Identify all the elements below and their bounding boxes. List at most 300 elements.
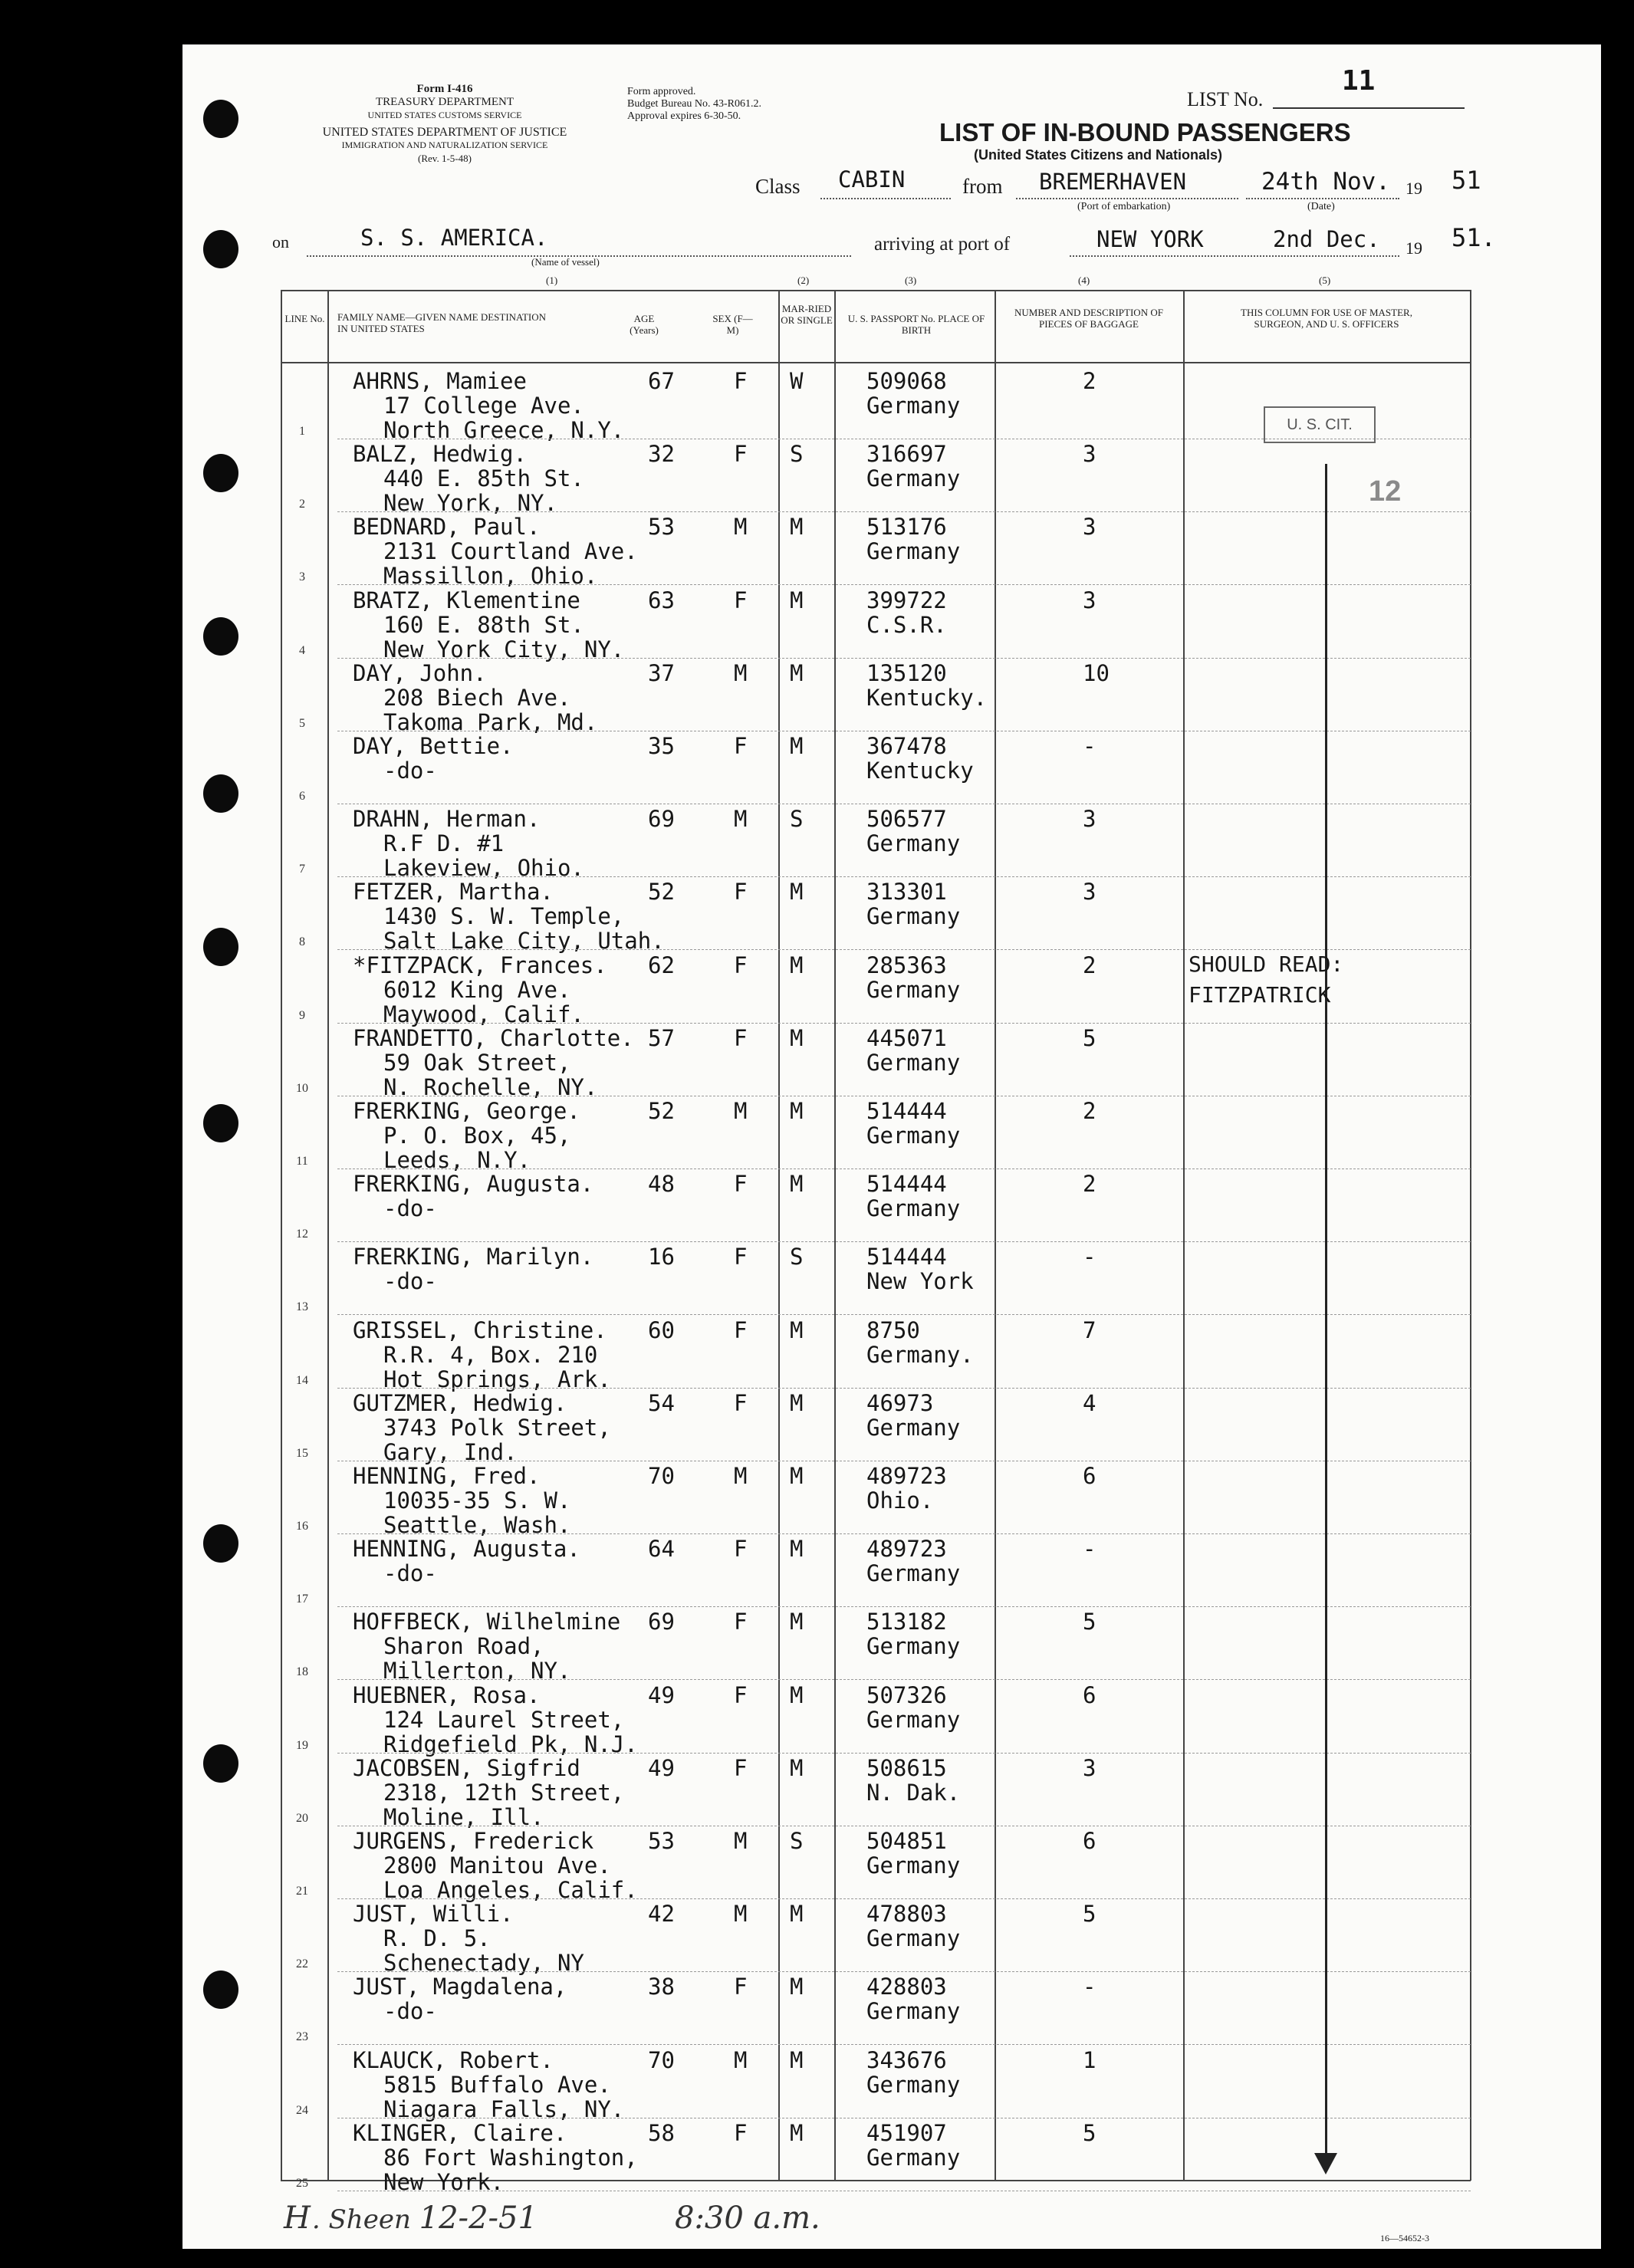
- passenger-address-line2: New York.: [383, 2168, 505, 2195]
- passenger-address-line1: 17 College Ave.: [383, 393, 584, 419]
- passenger-age: 16: [648, 1244, 675, 1270]
- passenger-marital-status: S: [790, 806, 804, 833]
- table-row: [0, 1169, 1634, 1242]
- passenger-address-line1: -do-: [383, 1268, 437, 1295]
- passenger-marital-status: S: [790, 1828, 804, 1854]
- passenger-sex: F: [734, 952, 748, 978]
- passport-number: 514444: [866, 1171, 947, 1198]
- passenger-marital-status: M: [790, 1609, 804, 1635]
- passport-number: 513182: [866, 1609, 947, 1635]
- stamp-number: 12: [1369, 475, 1402, 508]
- passenger-age: 70: [648, 1463, 675, 1489]
- passenger-name: JURGENS, Frederick: [353, 1828, 594, 1854]
- passenger-age: 58: [648, 2119, 675, 2146]
- passenger-address-line1: 59 Oak Street,: [383, 1049, 571, 1076]
- place-of-birth: Germany: [866, 1706, 961, 1733]
- passenger-address-line1: 1430 S. W. Temple,: [383, 903, 625, 930]
- table-row: [0, 1096, 1634, 1173]
- passenger-sex: M: [734, 1828, 748, 1854]
- correction-note-line2: FITZPATRICK: [1189, 982, 1331, 1007]
- place-of-birth: N. Dak.: [866, 1779, 961, 1806]
- place-of-birth: C.S.R.: [866, 611, 947, 638]
- passenger-address-line2: Maywood, Calif.: [383, 1001, 584, 1027]
- passenger-address-line1: 2131 Courtland Ave.: [383, 538, 638, 565]
- place-of-birth: Germany: [866, 830, 961, 857]
- place-of-birth: Germany: [866, 393, 961, 419]
- vessel-caption: (Name of vessel): [531, 256, 600, 268]
- arrow-head: [1314, 2153, 1337, 2174]
- arriving-label: arriving at port of: [874, 234, 1011, 255]
- handwritten-initials-date: H. Sheen 12-2-51: [284, 2201, 538, 2236]
- table-row: [0, 1972, 1634, 2045]
- justice-label: UNITED STATES DEPARTMENT OF JUSTICE: [322, 126, 567, 139]
- passenger-age: 38: [648, 1974, 675, 2000]
- place-of-birth: Germany: [866, 2144, 961, 2171]
- baggage-count: 5: [1083, 2119, 1096, 2146]
- passenger-age: 53: [648, 1828, 675, 1854]
- vertical-annotation-arrow: [1325, 464, 1327, 2166]
- passenger-address-line1: Sharon Road,: [383, 1633, 544, 1660]
- table-row: [0, 951, 1634, 1027]
- line-number: 6: [299, 790, 305, 803]
- baggage-count: -: [1083, 1536, 1096, 1563]
- passport-number: 367478: [866, 733, 947, 759]
- header-passport: U. S. PASSPORT No. PLACE OF BIRTH: [847, 313, 985, 336]
- table-header-border: [281, 362, 1471, 363]
- passenger-sex: F: [734, 1316, 748, 1343]
- form-number: Form I-416: [416, 83, 473, 95]
- passenger-address-line1: R.R. 4, Box. 210: [383, 1341, 598, 1368]
- line-number: 13: [296, 1300, 308, 1314]
- passenger-marital-status: M: [790, 1389, 804, 1416]
- passenger-name: BEDNARD, Paul.: [353, 514, 541, 541]
- passenger-age: 35: [648, 733, 675, 759]
- table-top-border: [281, 290, 1471, 291]
- port-of-embarkation: BREMERHAVEN: [1039, 169, 1187, 195]
- passenger-name: FETZER, Martha.: [353, 879, 554, 906]
- line-number: 9: [299, 1008, 305, 1022]
- passenger-age: 32: [648, 441, 675, 468]
- form-code: 16—54652-3: [1380, 2233, 1429, 2243]
- place-of-birth: Germany: [866, 2071, 961, 2098]
- arrival-year: 51.: [1452, 223, 1496, 252]
- passenger-sex: F: [734, 1171, 748, 1198]
- column-number-3: (3): [905, 274, 917, 286]
- line-number: 2: [299, 498, 305, 511]
- place-of-birth: Germany: [866, 1998, 961, 2025]
- passenger-age: 42: [648, 1901, 675, 1928]
- class-value: CABIN: [838, 166, 906, 192]
- passenger-age: 69: [648, 806, 675, 833]
- passenger-name: FRERKING, Marilyn.: [353, 1244, 594, 1270]
- passport-number: 489723: [866, 1536, 947, 1563]
- table-row: [0, 366, 1634, 443]
- passenger-name: DAY, Bettie.: [353, 733, 514, 759]
- column-number-4: (4): [1078, 274, 1090, 286]
- approval-block: [627, 86, 761, 123]
- passenger-marital-status: M: [790, 514, 804, 541]
- passenger-marital-status: M: [790, 1316, 804, 1343]
- passenger-address-line2: Millerton, NY.: [383, 1658, 571, 1685]
- correction-note-line1: SHOULD READ:: [1189, 952, 1344, 977]
- passenger-age: 64: [648, 1536, 675, 1563]
- passenger-name: GUTZMER, Hedwig.: [353, 1389, 567, 1416]
- passenger-address-line1: 208 Biech Ave.: [383, 684, 571, 711]
- passenger-sex: F: [734, 1389, 748, 1416]
- place-of-birth: Germany: [866, 1122, 961, 1149]
- passenger-address-line1: 160 E. 88th St.: [383, 611, 584, 638]
- passenger-sex: F: [734, 2119, 748, 2146]
- line-number: 11: [296, 1155, 308, 1168]
- passport-number: 445071: [866, 1024, 947, 1051]
- passport-number: 504851: [866, 1828, 947, 1854]
- passenger-age: 52: [648, 879, 675, 906]
- passenger-address-line1: R.F D. #1: [383, 830, 505, 857]
- passenger-sex: M: [734, 806, 748, 833]
- passenger-marital-status: M: [790, 733, 804, 759]
- passenger-sex: F: [734, 879, 748, 906]
- line-number: 17: [296, 1593, 308, 1606]
- passenger-sex: F: [734, 1609, 748, 1635]
- passenger-age: 57: [648, 1024, 675, 1051]
- passenger-name: *FITZPACK, Frances.: [353, 952, 607, 978]
- line-number: 7: [299, 863, 305, 876]
- line-number: 20: [296, 1811, 308, 1825]
- passenger-address-line1: 2800 Manitou Ave.: [383, 1852, 611, 1878]
- date-underline: [1246, 198, 1399, 199]
- passenger-marital-status: S: [790, 441, 804, 468]
- passenger-name: JUST, Willi.: [353, 1901, 514, 1928]
- passenger-sex: F: [734, 368, 748, 394]
- passenger-marital-status: M: [790, 659, 804, 686]
- table-row: [0, 1754, 1634, 1830]
- passenger-sex: M: [734, 659, 748, 686]
- passenger-sex: F: [734, 1754, 748, 1781]
- passenger-address-line2: New York City, NY.: [383, 636, 625, 662]
- line-number: 24: [296, 2103, 308, 2117]
- passenger-name: HUEBNER, Rosa.: [353, 1681, 541, 1708]
- arrival-year-prefix: 19: [1406, 238, 1422, 258]
- header-name-destination: FAMILY NAME—GIVEN NAME DESTINATION IN UNITED STATES: [337, 311, 547, 334]
- baggage-count: 4: [1083, 1389, 1096, 1416]
- table-row: [0, 2118, 1634, 2195]
- passenger-marital-status: M: [790, 879, 804, 906]
- baggage-count: 3: [1083, 806, 1096, 833]
- passenger-address-line2: Hot Springs, Ark.: [383, 1366, 611, 1392]
- departure-year: 51: [1452, 166, 1481, 195]
- header-officers: THIS COLUMN FOR USE OF MASTER, SURGEON, AND U. S. OFFICERS: [1241, 307, 1412, 330]
- passenger-sex: F: [734, 1024, 748, 1051]
- passenger-address-line2: Gary, Ind.: [383, 1438, 518, 1465]
- passenger-age: 62: [648, 952, 675, 978]
- passenger-age: 49: [648, 1754, 675, 1781]
- passport-number: 489723: [866, 1463, 947, 1489]
- approval-expiry-text: Approval expires 6-30-50.: [627, 110, 741, 122]
- stamp-text: U. S. CIT.: [1287, 416, 1353, 433]
- baggage-count: 2: [1083, 1171, 1096, 1198]
- passenger-name: FRERKING, George.: [353, 1098, 580, 1124]
- passenger-address-line2: Seattle, Wash.: [383, 1512, 571, 1538]
- arrival-date: 2nd Dec.: [1273, 226, 1380, 252]
- passenger-address-line2: N. Rochelle, NY.: [383, 1073, 598, 1100]
- passenger-name: JUST, Magdalena,: [353, 1974, 567, 2000]
- passenger-marital-status: W: [790, 368, 804, 394]
- baggage-count: 5: [1083, 1609, 1096, 1635]
- baggage-count: -: [1083, 1974, 1096, 2000]
- baggage-count: 6: [1083, 1681, 1096, 1708]
- class-underline: [820, 198, 951, 199]
- passenger-marital-status: M: [790, 1463, 804, 1489]
- passenger-marital-status: M: [790, 952, 804, 978]
- arrival-port: NEW YORK: [1096, 226, 1204, 252]
- table-row: [0, 1461, 1634, 1538]
- from-label: from: [962, 175, 1003, 198]
- passenger-marital-status: M: [790, 1171, 804, 1198]
- line-number: 15: [296, 1446, 308, 1460]
- ins-label: IMMIGRATION AND NATURALIZATION SERVICE: [341, 140, 548, 150]
- passenger-address-line1: 2318, 12th Street,: [383, 1779, 625, 1806]
- passenger-address-line1: -do-: [383, 1998, 437, 2025]
- passenger-name: FRERKING, Augusta.: [353, 1171, 594, 1198]
- baggage-count: 7: [1083, 1316, 1096, 1343]
- on-label: on: [272, 232, 289, 251]
- passenger-name: HOFFBECK, Wilhelmine: [353, 1609, 621, 1635]
- table-row: [0, 2046, 1634, 2122]
- baggage-count: 3: [1083, 441, 1096, 468]
- passenger-address-line1: 6012 King Ave.: [383, 976, 571, 1003]
- passport-number: 514444: [866, 1244, 947, 1270]
- embarkation-underline: [1016, 198, 1238, 199]
- place-of-birth: Germany: [866, 1414, 961, 1441]
- passenger-address-line2: Ridgefield Pk, N.J.: [383, 1731, 638, 1757]
- passenger-address-line1: R. D. 5.: [383, 1925, 491, 1952]
- passenger-sex: F: [734, 1536, 748, 1563]
- list-number-underline: [1273, 107, 1465, 109]
- passenger-address-line2: Niagara Falls, NY.: [383, 2095, 625, 2122]
- baggage-count: -: [1083, 733, 1096, 759]
- passenger-address-line2: Lakeview, Ohio.: [383, 855, 584, 882]
- baggage-count: 1: [1083, 2046, 1096, 2073]
- passenger-address-line1: 440 E. 85th St.: [383, 465, 584, 492]
- place-of-birth: Germany: [866, 538, 961, 565]
- passenger-age: 69: [648, 1609, 675, 1635]
- header-agency-block: [272, 83, 617, 165]
- header-sex: SEX (F—M): [712, 313, 753, 336]
- passenger-address-line2: Leeds, N.Y.: [383, 1147, 531, 1173]
- column-number-2: (2): [797, 274, 810, 286]
- passenger-address-line2: Loa Angeles, Calif.: [383, 1877, 638, 1903]
- baggage-count: 3: [1083, 587, 1096, 613]
- passenger-marital-status: M: [790, 1681, 804, 1708]
- passport-number: 46973: [866, 1389, 934, 1416]
- us-citizen-stamp: [1264, 406, 1376, 443]
- passenger-marital-status: M: [790, 587, 804, 613]
- passenger-marital-status: S: [790, 1244, 804, 1270]
- baggage-count: 10: [1083, 659, 1110, 686]
- place-of-birth: Kentucky: [866, 758, 974, 784]
- passport-number: 135120: [866, 659, 947, 686]
- passport-number: 508615: [866, 1754, 947, 1781]
- passenger-sex: M: [734, 1901, 748, 1928]
- passenger-address-line1: 3743 Polk Street,: [383, 1414, 611, 1441]
- table-row: [0, 1389, 1634, 1465]
- passenger-marital-status: M: [790, 1901, 804, 1928]
- baggage-count: 2: [1083, 1098, 1096, 1124]
- passenger-address-line1: -do-: [383, 758, 437, 784]
- passport-number: 514444: [866, 1098, 947, 1124]
- passenger-marital-status: M: [790, 2119, 804, 2146]
- table-row: [0, 804, 1634, 882]
- passenger-marital-status: M: [790, 1024, 804, 1051]
- passenger-name: KLAUCK, Robert.: [353, 2046, 554, 2073]
- baggage-count: 2: [1083, 368, 1096, 394]
- place-of-birth: Germany: [866, 1560, 961, 1587]
- line-number: 10: [296, 1081, 308, 1095]
- passenger-address-line1: P. O. Box, 45,: [383, 1122, 571, 1149]
- place-of-birth: Germany: [866, 903, 961, 930]
- passenger-address-line1: 10035-35 S. W.: [383, 1487, 571, 1514]
- passenger-sex: M: [734, 1098, 748, 1124]
- passenger-address-line2: Takoma Park, Md.: [383, 708, 598, 735]
- place-of-birth: Germany: [866, 1049, 961, 1076]
- passport-number: 478803: [866, 1901, 947, 1928]
- passport-number: 316697: [866, 441, 947, 468]
- passport-number: 313301: [866, 879, 947, 906]
- place-of-birth: Germany: [866, 976, 961, 1003]
- passenger-sex: F: [734, 587, 748, 613]
- table-row: [0, 1242, 1634, 1315]
- passenger-address-line1: -do-: [383, 1560, 437, 1587]
- punch-hole: [203, 230, 238, 268]
- handwritten-time: 8:30 a.m.: [675, 2201, 820, 2236]
- passenger-address-line1: 5815 Buffalo Ave.: [383, 2071, 611, 2098]
- line-number: 4: [299, 643, 305, 657]
- page-subtitle: (United States Citizens and Nationals): [974, 147, 1223, 163]
- passenger-address-line1: -do-: [383, 1195, 437, 1222]
- line-number: 18: [296, 1665, 308, 1679]
- departure-date: 24th Nov.: [1261, 168, 1390, 196]
- column-number-1: (1): [546, 274, 558, 286]
- table-row: [0, 1534, 1634, 1607]
- baggage-count: 3: [1083, 1754, 1096, 1781]
- passenger-marital-status: M: [790, 1536, 804, 1563]
- passenger-name: BRATZ, Klementine: [353, 587, 580, 613]
- table-row: [0, 512, 1634, 590]
- punch-hole: [203, 100, 238, 138]
- passenger-sex: F: [734, 1244, 748, 1270]
- passenger-name: DRAHN, Herman.: [353, 806, 541, 833]
- baggage-count: 2: [1083, 952, 1096, 978]
- arrival-underline: [1070, 255, 1399, 257]
- line-number: 19: [296, 1738, 308, 1752]
- line-number: 1: [299, 425, 305, 438]
- place-of-birth: Germany: [866, 1852, 961, 1878]
- passport-number: 8750: [866, 1316, 920, 1343]
- baggage-count: 6: [1083, 1828, 1096, 1854]
- baggage-count: 5: [1083, 1024, 1096, 1051]
- passenger-name: KLINGER, Claire.: [353, 2119, 567, 2146]
- passenger-address-line1: 86 Fort Washington,: [383, 2144, 638, 2171]
- table-row: [0, 1607, 1634, 1685]
- list-number: 11: [1342, 65, 1376, 97]
- passenger-address-line2: Schenectady, NY: [383, 1950, 584, 1977]
- passport-number: 343676: [866, 2046, 947, 2073]
- passport-number: 506577: [866, 806, 947, 833]
- passport-number: 399722: [866, 587, 947, 613]
- passport-number: 451907: [866, 2119, 947, 2146]
- passenger-sex: M: [734, 2046, 748, 2073]
- passenger-age: 67: [648, 368, 675, 394]
- passenger-age: 54: [648, 1389, 675, 1416]
- baggage-count: 5: [1083, 1901, 1096, 1928]
- passenger-age: 48: [648, 1171, 675, 1198]
- line-number: 3: [299, 570, 305, 584]
- table-row: [0, 877, 1634, 955]
- column-number-5: (5): [1319, 274, 1331, 286]
- baggage-count: 3: [1083, 514, 1096, 541]
- line-number: 14: [296, 1373, 308, 1387]
- line-number: 22: [296, 1957, 308, 1971]
- header-married: MAR-RIED OR SINGLE: [781, 303, 833, 326]
- table-row: [0, 659, 1634, 735]
- line-number: 8: [299, 935, 305, 949]
- passenger-address-line2: North Greece, N.Y.: [383, 417, 625, 443]
- place-of-birth: Germany.: [866, 1341, 974, 1368]
- passport-number: 428803: [866, 1974, 947, 2000]
- departure-year-prefix: 19: [1406, 179, 1422, 198]
- passenger-sex: M: [734, 514, 748, 541]
- passenger-address-line2: Massillon, Ohio.: [383, 563, 598, 590]
- place-of-birth: New York: [866, 1268, 974, 1295]
- budget-bureau-text: Budget Bureau No. 43-R061.2.: [627, 98, 761, 110]
- place-of-birth: Germany: [866, 1633, 961, 1660]
- passenger-address-line1: 124 Laurel Street,: [383, 1706, 625, 1733]
- passenger-age: 49: [648, 1681, 675, 1708]
- passenger-sex: M: [734, 1463, 748, 1489]
- line-number: 16: [296, 1520, 308, 1533]
- passenger-name: JACOBSEN, Sigfrid: [353, 1754, 580, 1781]
- table-row: [0, 1681, 1634, 1757]
- baggage-count: -: [1083, 1244, 1096, 1270]
- header-age: AGE (Years): [630, 313, 659, 336]
- passenger-marital-status: M: [790, 1974, 804, 2000]
- line-number: 23: [296, 2030, 308, 2044]
- baggage-count: 6: [1083, 1463, 1096, 1489]
- passenger-age: 70: [648, 2046, 675, 2073]
- passenger-name: GRISSEL, Christine.: [353, 1316, 607, 1343]
- passenger-name: HENNING, Fred.: [353, 1463, 541, 1489]
- passenger-sex: F: [734, 441, 748, 468]
- passenger-address-line2: Salt Lake City, Utah.: [383, 928, 665, 955]
- passenger-name: AHRNS, Mamiee: [353, 368, 527, 394]
- revision-label: (Rev. 1-5-48): [418, 153, 472, 164]
- place-of-birth: Kentucky.: [866, 684, 988, 711]
- handwritten-date: 12-2-51: [419, 2201, 538, 2236]
- line-number: 25: [296, 2176, 308, 2190]
- approval-text: Form approved.: [627, 86, 696, 97]
- header-baggage: NUMBER AND DESCRIPTION OF PIECES OF BAGGAGE: [1014, 307, 1163, 330]
- passenger-address-line2: New York, NY.: [383, 490, 557, 517]
- embarkation-caption: (Port of embarkation): [1077, 201, 1171, 212]
- place-of-birth: Germany: [866, 1925, 961, 1952]
- passenger-marital-status: M: [790, 2046, 804, 2073]
- table-row: [0, 586, 1634, 662]
- place-of-birth: Germany: [866, 465, 961, 492]
- passenger-sex: F: [734, 733, 748, 759]
- page-title: LIST OF IN-BOUND PASSENGERS: [939, 118, 1351, 146]
- passenger-address-line2: Moline, Ill.: [383, 1803, 544, 1830]
- passenger-name: FRANDETTO, Charlotte.: [353, 1024, 634, 1051]
